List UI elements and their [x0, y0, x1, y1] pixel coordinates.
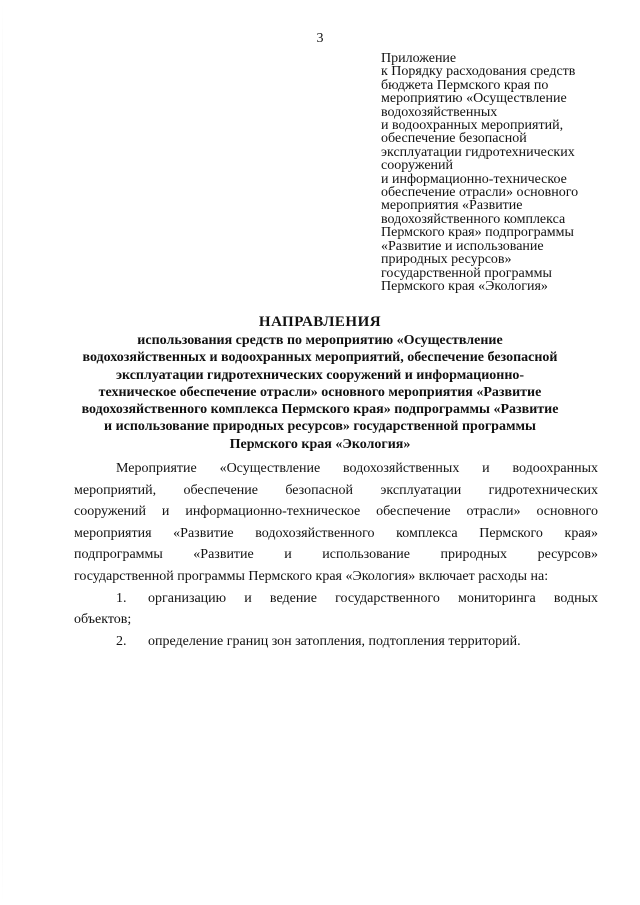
appendix-line: Приложение: [381, 51, 457, 66]
list-item: [74, 588, 598, 610]
paragraph-line: сооружений и информационно-техническое обеспечение отрасли» основного: [74, 504, 598, 520]
paragraph-line: подпрограммы «Развитие и использование природных ресурсов»: [74, 547, 598, 563]
heading-line: водохозяйственного комплекса Пермского края» подпрограммы «Развитие: [81, 402, 559, 418]
list-item-number: 1.: [116, 590, 127, 606]
heading-line: техническое обеспечение отрасли» основного мероприятия «Развитие: [98, 384, 542, 400]
appendix-line: природных ресурсов»: [381, 252, 512, 268]
list-item-number: 2.: [116, 633, 127, 649]
list-item-text: организацию и ведение государственного мониторинга водных: [148, 590, 598, 606]
heading-title: НАПРАВЛЕНИЯ: [258, 314, 382, 330]
heading-line: использования средств по мероприятию «Осуществление: [137, 333, 503, 348]
list-item-continuation: объектов;: [74, 612, 132, 628]
appendix-line: эксплуатации гидротехнических: [381, 144, 575, 160]
appendix-line: к Порядку расходования средств: [381, 64, 576, 80]
heading-line: Пермского края «Экология»: [229, 436, 411, 452]
page-number: 3: [316, 31, 324, 46]
appendix-line: Пермского края «Экология»: [381, 278, 548, 294]
appendix-line: Пермского края» подпрограммы: [381, 225, 574, 241]
scan-edge-shadow: [2, 0, 3, 905]
appendix-line: «Развитие и использование: [381, 238, 544, 254]
appendix-line: водохозяйственных: [381, 104, 498, 120]
paragraph-line: мероприятия «Развитие водохозяйственного комплекса Пермского края»: [74, 525, 598, 541]
appendix-line: обеспечение безопасной: [381, 131, 527, 147]
appendix-line: бюджета Пермского края по: [381, 77, 549, 93]
appendix-line: водохозяйственного комплекса: [381, 211, 566, 227]
appendix-line: и информационно-техническое: [381, 171, 567, 187]
heading-line: эксплуатации гидротехнических сооружений и информационно-: [115, 367, 525, 383]
document-heading: [40, 312, 600, 453]
appendix-line: мероприятия «Развитие: [381, 198, 523, 214]
paragraph-line: государственной программы Пермского края «Экология» включает расходы на:: [74, 568, 549, 584]
appendix-line: обеспечение отрасли» основного: [381, 185, 579, 201]
list-item-text: определение границ зон затопления, подтопления территорий.: [148, 633, 521, 649]
appendix-line: сооружений: [381, 158, 454, 174]
paragraph-line: Мероприятие «Осуществление водохозяйственных и водоохранных: [116, 461, 598, 476]
list-item: [74, 631, 598, 653]
paragraph-line: мероприятий, обеспечение безопасной эксплуатации гидротехнических: [74, 482, 598, 498]
appendix-line: мероприятию «Осуществление: [381, 91, 567, 107]
appendix-line: и водоохранных мероприятий,: [381, 118, 564, 134]
heading-line: водохозяйственных и водоохранных мероприятий, обеспечение безопасной: [82, 350, 558, 366]
heading-line: и использование природных ресурсов» государственной программы: [104, 419, 536, 435]
appendix-line: государственной программы: [381, 265, 552, 281]
appendix-block: [381, 52, 621, 293]
body-text: [74, 458, 598, 652]
